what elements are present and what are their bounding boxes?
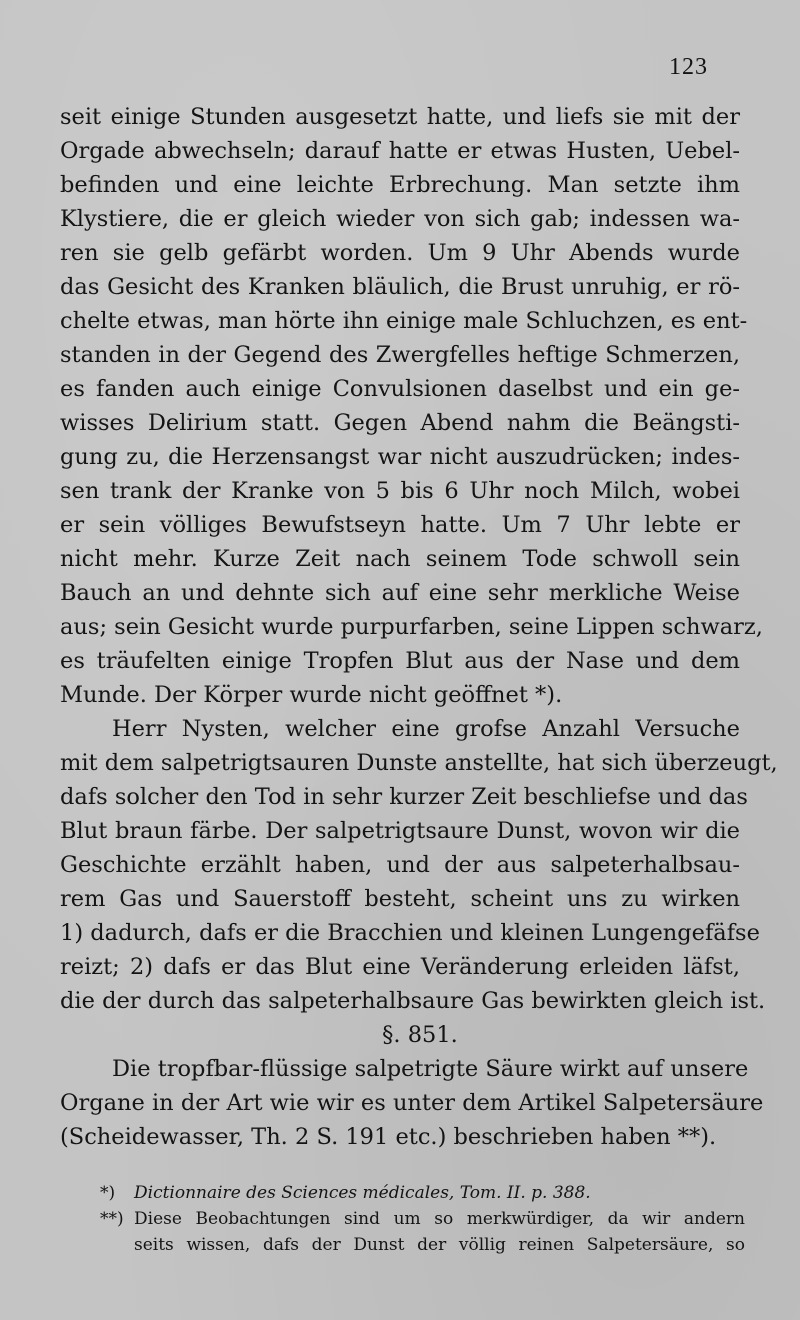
footnote-1 — [100, 1180, 745, 1206]
footnote-2-continuation: seits wissen, dafs der Dunst der völlig reinen Salpetersäure, so — [134, 1235, 745, 1255]
footnote-marker: **) — [100, 1209, 124, 1229]
footnotes — [100, 1180, 745, 1258]
text-line: mit dem salpetrigtsauren Dunste anstellte, hat sich überzeugt, — [60, 750, 778, 776]
text-line: reizt; 2) dafs er das Blut eine Veränderung erleiden läfst, — [60, 954, 740, 980]
text-line: Herr Nysten, welcher eine grofse Anzahl Versuche — [112, 716, 740, 742]
text-line: Bauch an und dehnte sich auf eine sehr merkliche Weise — [60, 580, 740, 606]
text-line: Blut braun färbe. Der salpetrigtsaure Dunst, wovon wir die — [60, 818, 740, 844]
footnote-text: Dictionnaire des Sciences médicales, Tom. II. p. 388. — [134, 1183, 591, 1203]
text-line: Die tropfbar-flüssige salpetrigte Säure wirkt auf unsere — [112, 1056, 749, 1082]
text-line: aus; sein Gesicht wurde purpurfarben, seine Lippen schwarz, — [60, 614, 763, 640]
footnote-marker: *) — [100, 1183, 116, 1203]
text-line: befinden und eine leichte Erbrechung. Man setzte ihm — [60, 172, 740, 198]
text-line: Geschichte erzählt haben, und der aus salpeterhalbsau- — [60, 852, 740, 878]
text-line: standen in der Gegend des Zwergfelles heftige Schmerzen, — [60, 342, 740, 368]
text-line: Orgade abwechseln; darauf hatte er etwas Husten, Uebel- — [60, 138, 740, 164]
text-line: wisses Delirium statt. Gegen Abend nahm die Beängsti- — [60, 410, 740, 436]
text-line: 1) dadurch, dafs er die Bracchien und kleinen Lungengefäfse — [60, 920, 760, 946]
text-line: es fanden auch einige Convulsionen daselbst und ein ge- — [60, 376, 740, 402]
text-line: das Gesicht des Kranken bläulich, die Brust unruhig, er rö- — [60, 274, 740, 300]
text-line: Munde. Der Körper wurde nicht geöffnet *). — [60, 682, 563, 708]
text-line: er sein völliges Bewufstseyn hatte. Um 7 Uhr lebte er — [60, 512, 740, 538]
text-line: nicht mehr. Kurze Zeit nach seinem Tode schwoll sein — [60, 546, 740, 572]
section-heading: §. 851. — [382, 1022, 458, 1048]
text-line: Klystiere, die er gleich wieder von sich gab; indessen wa- — [60, 206, 740, 232]
text-line: chelte etwas, man hörte ihn einige male Schluchzen, es ent- — [60, 308, 748, 334]
text-line: sen trank der Kranke von 5 bis 6 Uhr noch Milch, wobei — [60, 478, 740, 504]
page-number: 123 — [669, 54, 708, 80]
text-line: ren sie gelb gefärbt worden. Um 9 Uhr Abends wurde — [60, 240, 740, 266]
text-line: gung zu, die Herzensangst war nicht auszudrücken; indes- — [60, 444, 740, 470]
text-line: dafs solcher den Tod in sehr kurzer Zeit beschliefse und das — [60, 784, 748, 810]
footnote-2 — [100, 1206, 745, 1232]
text-line: rem Gas und Sauerstoff besteht, scheint uns zu wirken — [60, 886, 740, 912]
text-line: seit einige Stunden ausgesetzt hatte, und liefs sie mit der — [60, 104, 740, 130]
text-line: die der durch das salpeterhalbsaure Gas bewirkten gleich ist. — [60, 988, 766, 1014]
text-line: (Scheidewasser, Th. 2 S. 191 etc.) beschrieben haben **). — [60, 1124, 717, 1150]
text-line: es träufelten einige Tropfen Blut aus der Nase und dem — [60, 648, 740, 674]
footnote-text: Diese Beobachtungen sind um so merkwürdiger, da wir andern — [134, 1209, 745, 1229]
text-line: Organe in der Art wie wir es unter dem Artikel Salpetersäure — [60, 1090, 764, 1116]
main-text — [60, 100, 778, 1154]
